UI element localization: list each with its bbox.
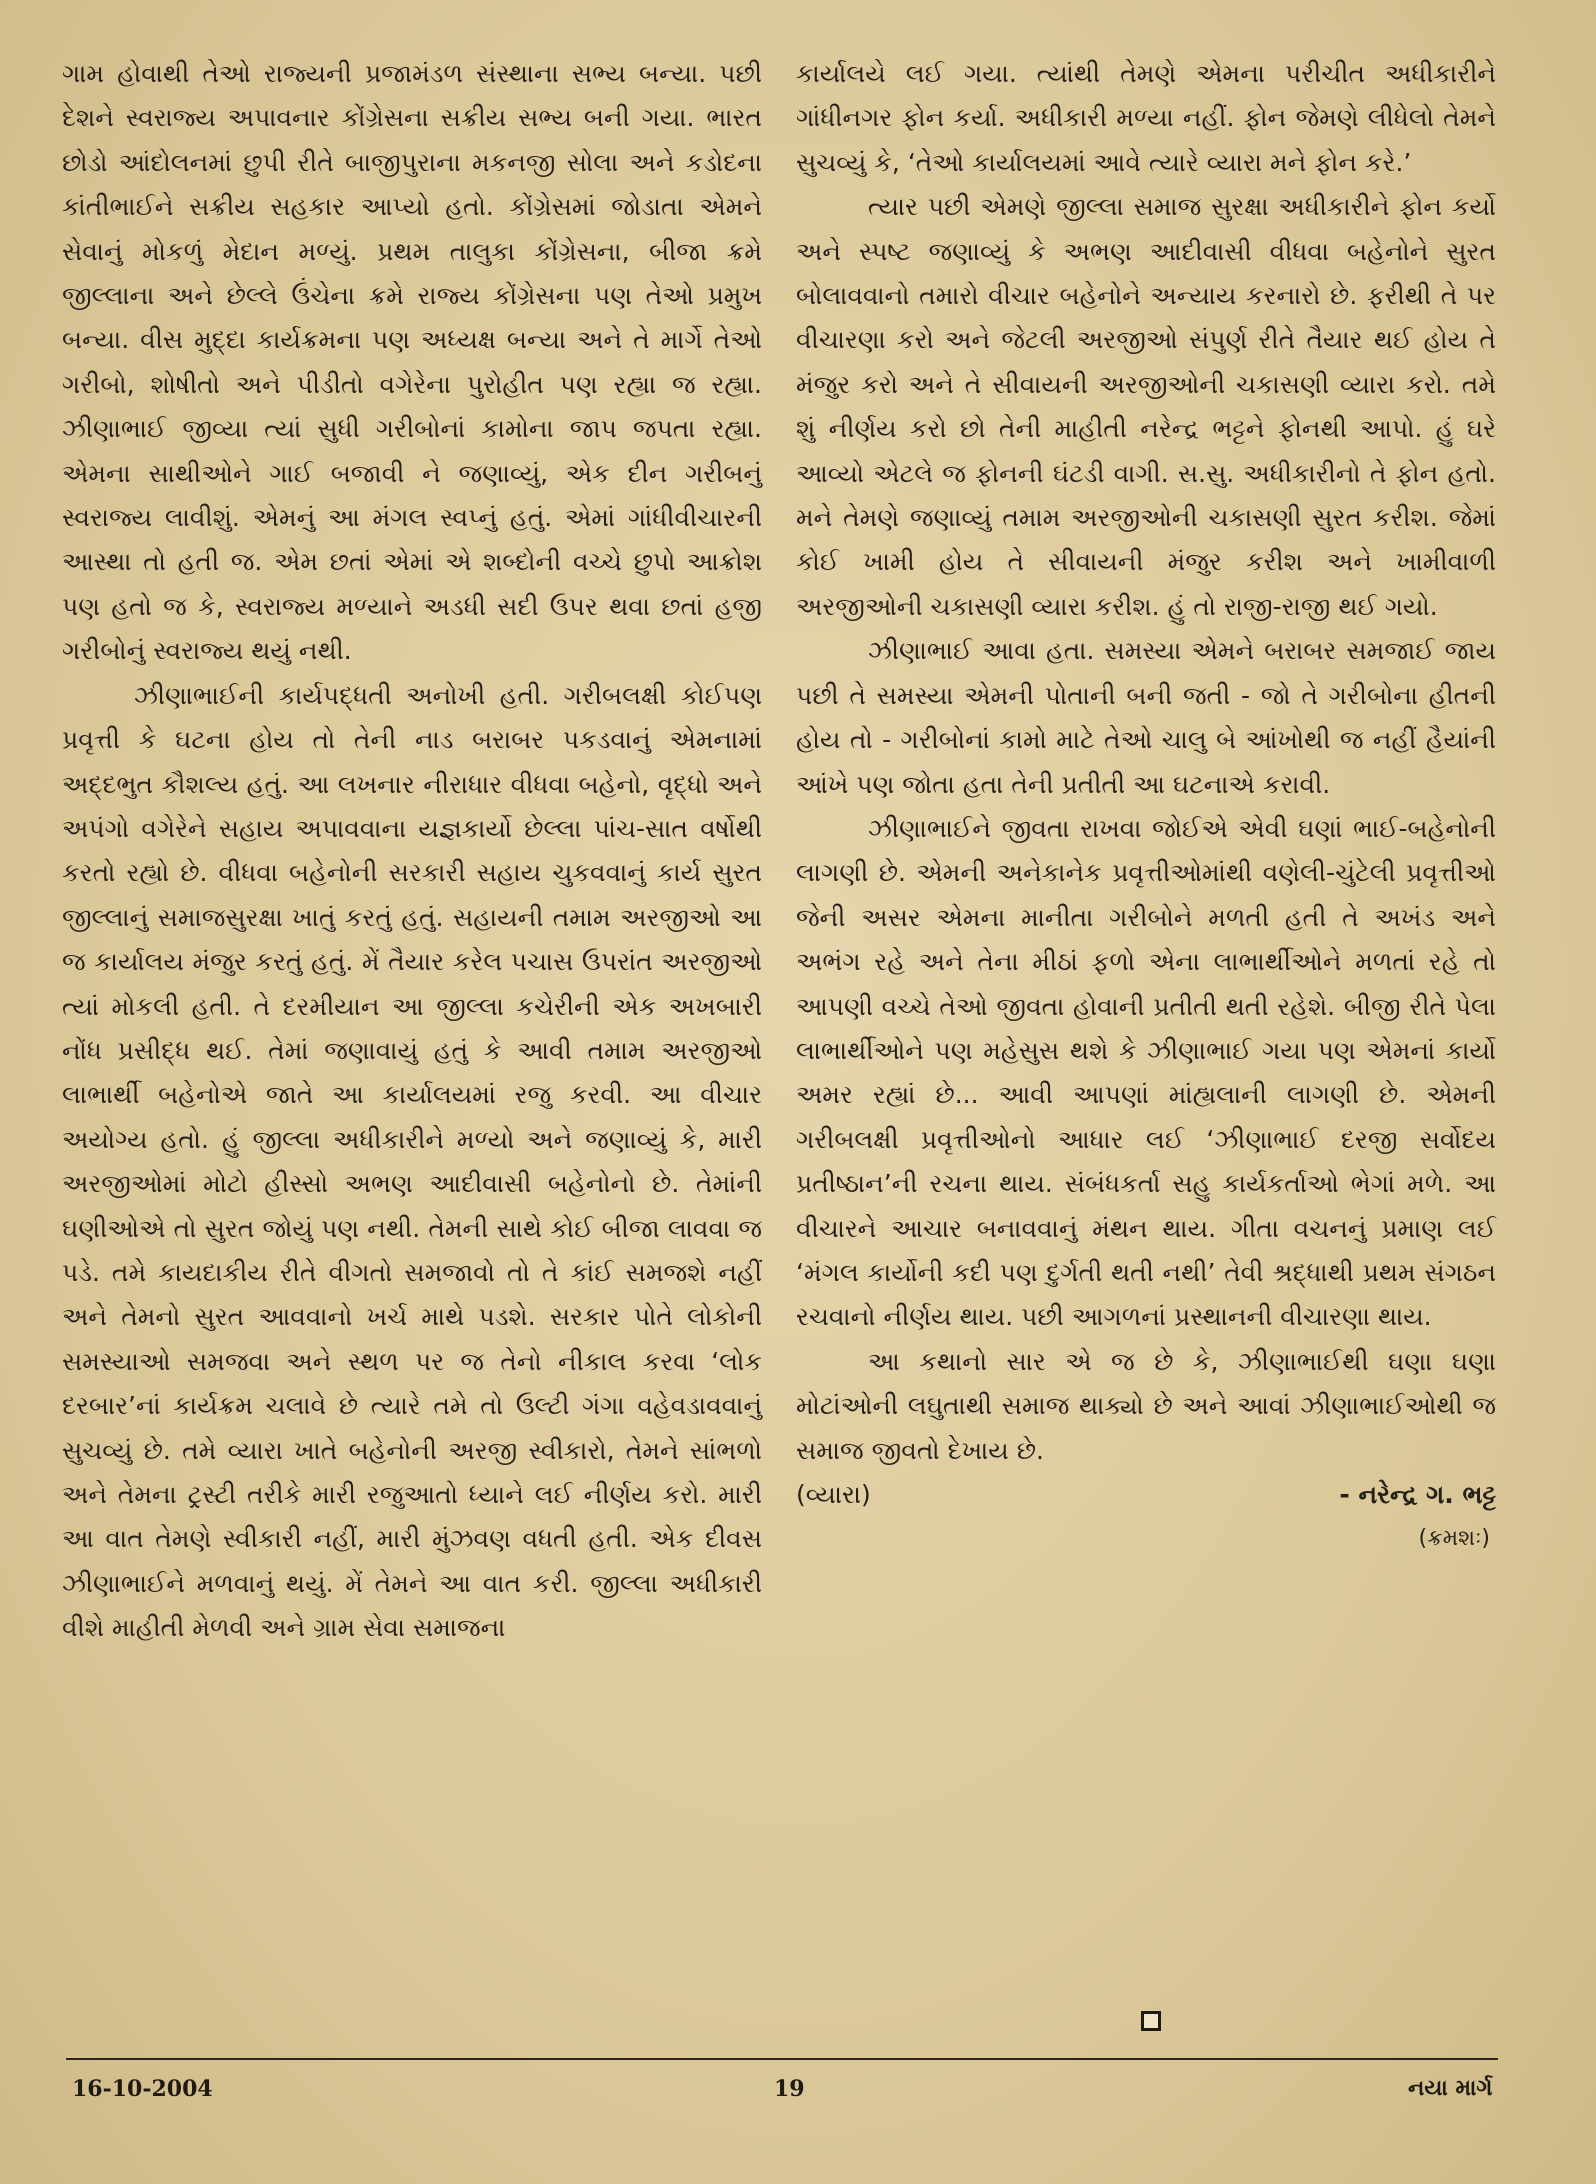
author-name: - નરેન્દ્ર ગ. ભટ્ટ <box>1339 1480 1496 1509</box>
magazine-name: નયા માર્ગ <box>1408 2076 1493 2101</box>
end-of-article-box-icon <box>1141 2011 1161 2031</box>
paragraph: ત્યાર પછી એમણે જીલ્લા સમાજ સુરક્ષા અધીકારીને ફોન કર્યો અને સ્પષ્ટ જણાવ્યું કે અભણ આદીવાસી વીધવા બહેનોને સુરત બોલાવવાનો તમારો વીચાર બહેનોને અન્યાય કરનારો છે. ફરીથી તે પર વીચારણા કરો અને જેટલી અરજીઓ સંપુર્ણ રીતે તૈયાર થઈ હોય તે મંજુર કરો અને તે સીવાયની અરજીઓની ચકાસણી વ્યારા કરો. તમે શું નીર્ણય કરો છો તેની માહીતી નરેન્દ્ર ભટ્ટને ફોનથી આપો. હું ઘરે આવ્યો એટલે જ ફોનની ઘંટડી વાગી. સ.સુ. અધીકારીનો તે ફોન હતો. મને તેમણે જણાવ્યું તમામ અરજીઓની ચકાસણી સુરત કરીશ. જેમાં કોઈ ખામી હોય તે સીવાયની મંજુર કરીશ અને ખામીવાળી અરજીઓની ચકાસણી વ્યારા કરીશ. હું તો રાજી-રાજી થઈ ગયો. <box>796 192 1496 621</box>
continued-note: (ક્રમશઃ) <box>1418 1526 1490 1552</box>
article-right-column <box>796 52 1496 1561</box>
paragraph: કાર્યાલયે લઈ ગયા. ત્યાંથી તેમણે એમના પરીચીત અધીકારીને ગાંધીનગર ફોન કર્યા. અધીકારી મળ્યા નહીં. ફોન જેમણે લીધેલો તેમને સુચવ્યું કે, ‘તેઓ કાર્યાલયમાં આવે ત્યારે વ્યારા મને ફોન કરે.’ <box>796 59 1496 177</box>
article-left-column <box>62 52 762 1651</box>
footer-divider <box>66 2058 1498 2060</box>
paragraph: ઝીણાભાઈને જીવતા રાખવા જોઈએ એવી ઘણાં ભાઈ-બહેનોની લાગણી છે. એમની અનેકાનેક પ્રવૃત્તીઓમાંથી વણેલી-ચુંટેલી પ્રવૃત્તીઓ જેની અસર એમના માનીતા ગરીબોને મળતી હતી તે અખંડ અને અભંગ રહે અને તેના મીઠાં ફળો એના લાભાર્થીઓને મળતાં રહે તો આપણી વચ્ચે તેઓ જીવતા હોવાની પ્રતીતી થતી રહેશે. બીજી રીતે પેલા લાભાર્થીઓને પણ મહેસુસ થશે કે ઝીણાભાઈ ગયા પણ એમનાં કાર્યો અમર રહ્યાં છે... આવી આપણાં માંહ્યલાની લાગણી છે. એમની ગરીબલક્ષી પ્રવૃત્તીઓનો આધાર લઈ ‘ઝીણાભાઈ દરજી સર્વોદય પ્રતીષ્ઠાન’ની રચના થાય. સંબંધકર્તા સહુ કાર્યકર્તાઓ ભેગાં મળે. આ વીચારને આચાર બનાવવાનું મંથન થાય. ગીતા વચનનું પ્રમાણ લઈ ‘મંગલ કાર્યોની કદી પણ દુર્ગતી થતી નથી’ તેવી શ્રદ્ધાથી પ્રથમ સંગઠન રચવાનો નીર્ણય થાય. પછી આગળનાં પ્રસ્થાનની વીચારણા થાય. <box>796 813 1496 1332</box>
place-name: (વ્યારા) <box>796 1480 871 1509</box>
paragraph: ઝીણાભાઈ આવા હતા. સમસ્યા એમને બરાબર સમજાઈ જાય પછી તે સમસ્યા એમની પોતાની બની જતી - જો તે ગરીબોના હીતની હોય તો - ગરીબોનાં કામો માટે તેઓ ચાલુ બે આંખોથી જ નહીં હૈયાંની આંખે પણ જોતા હતા તેની પ્રતીતી આ ઘટનાએ કરાવી. <box>796 636 1496 799</box>
paragraph: ઝીણાભાઈની કાર્યપદ્ધતી અનોખી હતી. ગરીબલક્ષી કોઈપણ પ્રવૃત્તી કે ઘટના હોય તો તેની નાડ બરાબર પકડવાનું એમનામાં અદ્દભુત કૌશલ્ય હતું. આ લખનાર નીરાધાર વીધવા બહેનો, વૃદ્ધો અને અપંગો વગેરેને સહાય અપાવવાના યજ્ઞકાર્યો છેલ્લા પાંચ-સાત વર્ષોથી કરતો રહ્યો છે. વીધવા બહેનોની સરકારી સહાય ચુકવવાનું કાર્ય સુરત જીલ્લાનું સમાજસુરક્ષા ખાતું કરતું હતું. સહાયની તમામ અરજીઓ આ જ કાર્યાલય મંજુર કરતું હતું. મેં તૈયાર કરેલ પચાસ ઉપરાંત અરજીઓ ત્યાં મોકલી હતી. તે દરમીયાન આ જીલ્લા કચેરીની એક અખબારી નોંધ પ્રસીદ્ધ થઈ. તેમાં જણાવાયું હતું કે આવી તમામ અરજીઓ લાભાર્થી બહેનોએ જાતે આ કાર્યાલયમાં રજુ કરવી. આ વીચાર અયોગ્ય હતો. હું જીલ્લા અધીકારીને મળ્યો અને જણાવ્યું કે, મારી અરજીઓમાં મોટો હીસ્સો અભણ આદીવાસી બહેનોનો છે. તેમાંની ઘણીઓએ તો સુરત જોયું પણ નથી. તેમની સાથે કોઈ બીજા લાવવા જ પડે. તમે કાયદાકીય રીતે વીગતો સમજાવો તો તે કાંઈ સમજશે નહીં અને તેમનો સુરત આવવાનો ખર્ચ માથે પડશે. સરકાર પોતે લોકોની સમસ્યાઓ સમજવા અને સ્થળ પર જ તેનો નીકાલ કરવા ‘લોક દરબાર’નાં કાર્યક્રમ ચલાવે છે ત્યારે તમે તો ઉલ્ટી ગંગા વહેવડાવવાનું સુચવ્યું છે. તમે વ્યારા ખાતે બહેનોની અરજી સ્વીકારો, તેમને સાંભળો અને તેમના ટ્રસ્ટી તરીકે મારી રજુઆતો ધ્યાને લઈ નીર્ણય કરો. મારી આ વાત તેમણે સ્વીકારી નહીં, મારી મુંઝવણ વધતી હતી. એક દીવસ ઝીણાભાઈને મળવાનું થયું. મેં તેમને આ વાત કરી. જીલ્લા અધીકારી વીશે માહીતી મેળવી અને ગ્રામ સેવા સમાજના <box>62 680 762 1643</box>
signature-row <box>796 1473 1496 1517</box>
footer-date: 16-10-2004 <box>72 2076 213 2102</box>
paragraph: ગામ હોવાથી તેઓ રાજ્યની પ્રજામંડળ સંસ્થાના સભ્ય બન્યા. પછી દેશને સ્વરાજ્ય અપાવનાર કોંગ્રેસના સક્રીય સભ્ય બની ગયા. ભારત છોડો આંદોલનમાં છુપી રીતે બાજીપુરાના મકનજી સોલા અને કડોદના કાંતીભાઈને સક્રીય સહકાર આપ્યો હતો. કોંગ્રેસમાં જોડાતા એમને સેવાનું મોકળું મેદાન મળ્યું. પ્રથમ તાલુકા કોંગ્રેસના, બીજા ક્રમે જીલ્લાના અને છેલ્લે ઉંચેના ક્રમે રાજ્ય કોંગ્રેસના પણ તેઓ પ્રમુખ બન્યા. વીસ મુદ્દા કાર્યક્રમના પણ અધ્યક્ષ બન્યા અને તે માર્ગે તેઓ ગરીબો, શોષીતો અને પીડીતો વગેરેના પુરોહીત પણ રહ્યા જ રહ્યા. ઝીણાભાઈ જીવ્યા ત્યાં સુધી ગરીબોનાં કામોના જાપ જપતા રહ્યા. એમના સાથીઓને ગાઈ બજાવી ને જણાવ્યું, એક દીન ગરીબનું સ્વરાજ્ય લાવીશું. એમનું આ મંગલ સ્વપ્નું હતું. એમાં ગાંધીવીચારની આસ્થા તો હતી જ. એમ છતાં એમાં એ શબ્દોની વચ્ચે છુપો આક્રોશ પણ હતો જ કે, સ્વરાજ્ય મળ્યાને અડધી સદી ઉપર થવા છતાં હજી ગરીબોનું સ્વરાજ્ય થયું નથી. <box>62 59 762 666</box>
paragraph: આ કથાનો સાર એ જ છે કે, ઝીણાભાઈથી ઘણા ઘણા મોટાંઓની લઘુતાથી સમાજ થાક્યો છે અને આવાં ઝીણાભાઈઓથી જ સમાજ જીવતો દેખાય છે. <box>796 1346 1496 1465</box>
page-number: 19 <box>774 2076 805 2102</box>
